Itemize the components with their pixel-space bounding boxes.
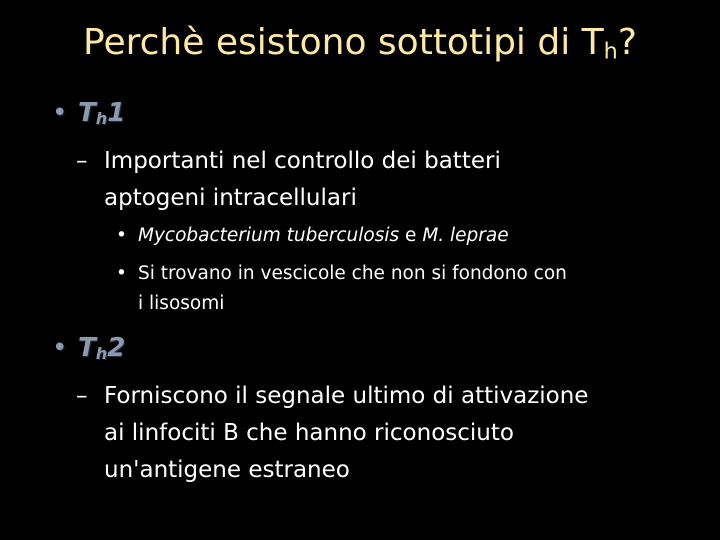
th2-description <box>76 378 588 489</box>
th2-desc-line2: ai linfociti B che hanno riconosciuto <box>104 420 514 446</box>
mycobacterium-name: Mycobacterium tuberculosis <box>138 225 400 246</box>
leprae-name: M. leprae <box>422 225 509 246</box>
th1-subitem-vesicles <box>116 259 567 319</box>
sub-bullet-dot: • <box>116 225 127 246</box>
bullet-th2 <box>52 333 125 363</box>
bullet-dot: • <box>52 98 68 128</box>
th1-description <box>76 143 501 217</box>
slide-title <box>0 22 720 64</box>
th2-desc-line3: un'antigene estraneo <box>104 457 350 483</box>
bullet-dot: • <box>52 333 68 363</box>
th1-subitem-mycobacterium <box>116 221 509 251</box>
title-subscript: h <box>603 38 618 65</box>
th2-desc-line1: Forniscono il segnale ultimo di attivazione <box>104 383 589 409</box>
th2-label: $T_h2$ <box>78 333 126 364</box>
sub-bullet-dot: • <box>116 263 127 284</box>
title-suffix: ? <box>617 22 637 63</box>
conjunction: e <box>399 225 423 246</box>
dash-marker: – <box>76 148 88 174</box>
title-text: Perchè esistono sottotipi di T <box>83 22 604 63</box>
vesicles-line1: Si trovano in vescicole che non si fondono con <box>138 263 567 284</box>
th1-desc-line2: aptogeni intracellulari <box>104 185 357 211</box>
bullet-th1 <box>52 98 125 128</box>
th1-label: $T_h1$ <box>78 98 126 129</box>
th1-desc-line1: Importanti nel controllo dei batteri <box>104 148 501 174</box>
dash-marker: – <box>76 383 88 409</box>
vesicles-line2: i lisosomi <box>138 293 225 314</box>
